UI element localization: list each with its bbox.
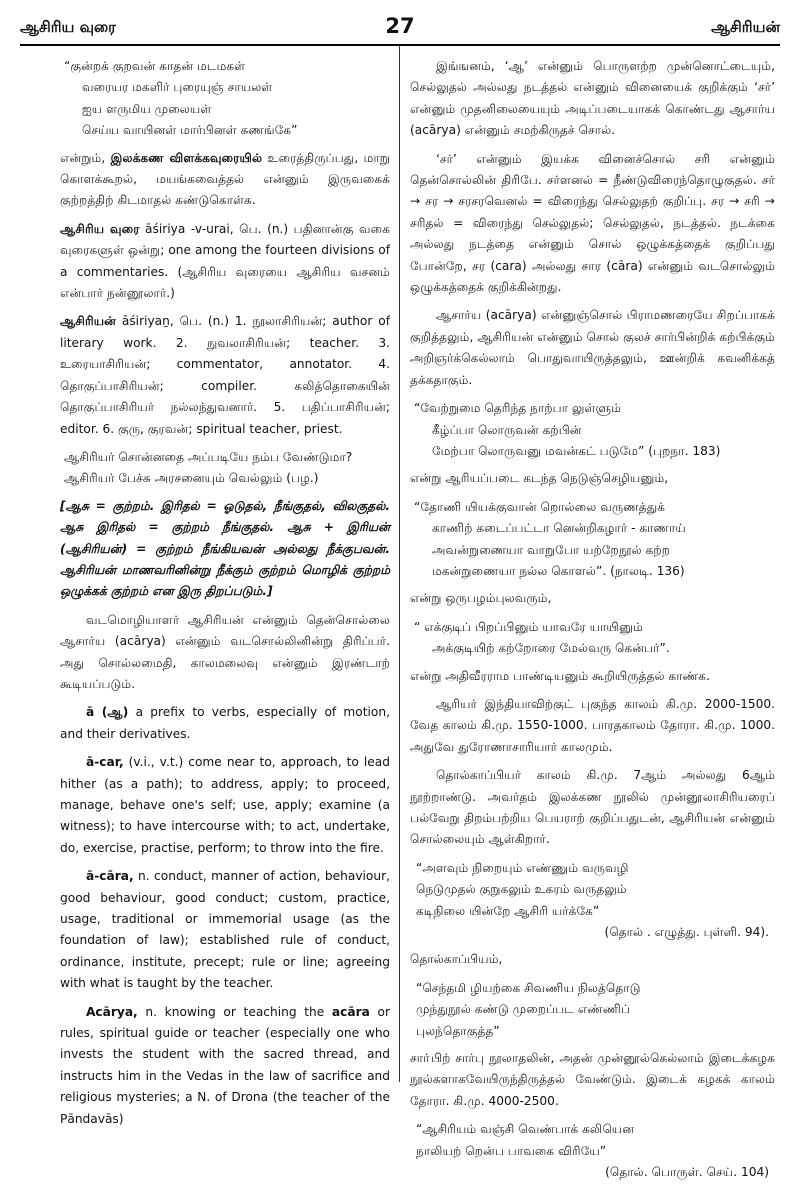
paragraph: என்று ஒருபழம்புலவரும், bbox=[410, 591, 552, 606]
verse-line: நெடுமுதல் குறுகலும் உகரம் வருதலும் bbox=[416, 882, 627, 897]
entry-a-prefix bbox=[60, 702, 390, 745]
quote-line: “தோணி யியக்குவான் றொல்லை வருணத்துக் bbox=[414, 499, 666, 514]
paragraph: ஆரியர் இந்தியாவிற்குட் புகுந்த காலம் கி.மு. 2000-1500. வேத காலம் கி.மு. 1550-1000. பாரதகாலம் தோரா. கி.மு. 1000. அதுவே துரோணாசாரியார் காலமும். bbox=[410, 696, 775, 754]
verse-line: “செந்தமி ழியற்கை சிவணிய நிலத்தொடு bbox=[416, 980, 641, 995]
sanskrit-note: வடமொழியாளர் ஆசிரியன் என்னும் தென்சொல்லை ஆசார்ய (acārya) என்னும் வடசொல்லினின்று திரிப்பர். அது சொல்லமைதி, காலமலைவு என்னும் இரண்டாற் கூடியப்படும். bbox=[60, 612, 390, 691]
proverb-line: ஆசிரியர் சொன்னதை அப்படியே நம்ப வேண்டுமா? bbox=[64, 449, 353, 464]
proverb-line: ஆசிரியர் பேச்சு அரசனையும் வெல்லும் (பழ.) bbox=[64, 471, 319, 486]
paragraph: இங்ஙனம், ‘ஆ’ என்னும் பொருளற்ற முன்னொட்டையும், செல்லுதல் அல்லது நடத்தல் என்னும் வினையைக் குறிக்கும் ‘சர்’ என்னும் முதனிலையையும் அடிப்படையாகக் கொண்டது ஆசார்ய (acārya) என்னும் சமற்கிருதச் சொல். bbox=[410, 59, 775, 138]
running-head-right: ஆசிரியன் bbox=[711, 18, 780, 36]
entry-headword: ஆசிரியன் bbox=[60, 314, 116, 329]
paragraph: என்று ஆரியப்படை கடந்த நெடுஞ்செழியனும், bbox=[410, 471, 669, 486]
entry-definition: āśiriya -v-urai, பெ. (n.) பதினான்கு வகை வுரைகளுள் ஒன்று; one among the fourteen divisions of a commentaries. (ஆசிரிய வுரையை ஆசிரிய வசனம் என்பார் நன்னூலார்.) bbox=[60, 221, 390, 301]
entry-headword: ā-car, bbox=[86, 755, 124, 770]
verse-tolkappiyam-1 bbox=[410, 858, 775, 944]
entry-a-car bbox=[60, 752, 390, 859]
left-column bbox=[60, 56, 390, 1137]
verse-line: கடிநிலை யின்றே ஆசிரி யர்க்கே” bbox=[416, 903, 600, 918]
quote-line: மேற்பா லொருவனு மவன்கட் படுமே” (புறநா. 183) bbox=[432, 443, 721, 458]
quote-puranaanuru bbox=[410, 398, 775, 462]
note-bold-term: இலக்கண விளக்கவுரையில் bbox=[110, 150, 263, 165]
entry-bold-term: acāra bbox=[331, 1004, 370, 1019]
note-text: என்றும், bbox=[60, 150, 111, 165]
page-number: 27 bbox=[385, 14, 415, 38]
verse-source: (தொல் . எழுத்து. புள்ளி. 94). bbox=[604, 925, 769, 940]
paragraph: தொல்காப்பியம், bbox=[410, 952, 503, 967]
right-column bbox=[410, 56, 775, 1190]
entry-definition: a prefix to verbs, especially of motion, and their derivatives. bbox=[60, 705, 390, 741]
quote-line: மகன்றுணையா நல்ல கொளல்”. (நாலடி. 136) bbox=[432, 563, 685, 578]
note-text: உரைத்திருப்பது, மாறு கொளக்கூறல், மயங்கவைத்தல் என்னும் இருவகைக் குற்றத்திற் கிடமாதல் கண்டுகொள்க. bbox=[60, 150, 391, 208]
quote-ativirarama bbox=[410, 617, 775, 660]
verse-line: “அளவும் நிறையும் எண்ணும் வருவழி bbox=[416, 860, 629, 875]
entry-definition: n. knowing or teaching the bbox=[137, 1004, 332, 1019]
entry-definition: āśiriyaṉ, பெ. (n.) 1. நூலாசிரியன்; author of literary work. 2. நுவலாசிரியன்; teacher. 3. உரையாசிரியன்; commentator, annotator. 4. தொகுப்பாசிரியன்; compiler. கலித்தொகையின் தொகுப்பாசிரியர் நல்லந்துவனார். 5. பதிப்பாசிரியன்; editor. 6. குரு, குரவன்; spiritual teacher, priest. bbox=[60, 314, 390, 436]
page-header bbox=[20, 14, 780, 44]
running-head-left: ஆசிரிய வுரை bbox=[20, 18, 116, 36]
header-rule bbox=[20, 44, 780, 46]
verse-line: முந்துநூல் கண்டு முறைப்பட எண்ணிப் bbox=[416, 1002, 631, 1017]
entry-headword: ஆசிரிய வுரை bbox=[60, 221, 140, 236]
verse-source: (தொல். பொருள். செய். 104) bbox=[605, 1165, 769, 1180]
quote-line: காணிற் கடைப்பட்டா னென்றிகழார் - காணாய் bbox=[432, 521, 686, 536]
quote-verse-1 bbox=[60, 56, 390, 142]
paragraph: தொல்காப்பியர் காலம் கி.மு. 7ஆம் அல்லது 6ஆம் நூற்றாண்டு. அவர்தம் இலக்கண நூலில் முன்னூலாசிரியரைப் பல்வேறு திறம்பற்றிய பெயராற் குறிப்பதுடன், ஆசிரியன் என்னும் சொல்லையும் ஆள்கிறார். bbox=[410, 768, 775, 847]
paragraph: சாா்பிற் சார்பு நூலாதலின், அதன் முன்னூல்கெல்லாம் இடைக்கழக நூல்களாகவேயிருந்திருத்தல் வேண்டும். இடைக் கழகக் காலம் தோரா. கி.மு. 4000-2500. bbox=[410, 1051, 775, 1108]
note-paragraph bbox=[60, 148, 390, 212]
quote-line: “குன்றக் குறவன் காதன் மடமகள் bbox=[64, 59, 246, 73]
entry-asiriya-vurai bbox=[60, 219, 390, 305]
verse-tolkappiyam-2 bbox=[410, 978, 775, 1042]
paragraph: ஆசார்ய (acārya) என்னுஞ்சொல் பிராமணரையே சிறப்பாகக் குறித்தலும், ஆசிரியன் என்னும் சொல் குலச் சார்பின்றிக் கற்பிக்கும் அறிஞர்க்கெல்லாம் பொதுவாயிருத்தலும், ஊன்றிக் கவனிக்கத் தக்கதாகும். bbox=[410, 308, 775, 387]
entry-definition: n. conduct, manner of action, behaviour, good behaviour, good conduct; custom, practice, usage, traditional or immemorial usage (as the foundation of law); established rule of conduct, ordinance, institute, precept; rule or line; agreeing with what is taught by the teacher. bbox=[60, 869, 390, 991]
quote-line: வரையர மகளிர் புரையுஞ் சாயலள் bbox=[82, 80, 273, 95]
entry-acarya bbox=[60, 1002, 390, 1130]
entry-headword: Acārya, bbox=[86, 1004, 138, 1019]
quote-line: “வேற்றுமை தெரிந்த நாற்பா லுள்ளும் bbox=[414, 401, 622, 416]
etymology-note: [ஆசு = குற்றம். இரிதல் = ஓடுதல், நீங்குதல், விலகுதல். ஆசு இரிதல் = குற்றம் நீங்குதல். ஆசு + இரியன் (ஆசிரியன்) = குற்றம் நீங்கியவன் அல்லது நீக்குபவன். ஆசிரியன் மாணவரினின்று நீக்கும் குற்றம் மொழிக் குற்றம் ஒழுக்கக் குற்றம் என இரு திறப்படும்.] bbox=[60, 498, 390, 599]
column-divider bbox=[399, 46, 400, 1082]
quote-line: அக்குடியிற் கற்றோரை மேல்வரு கென்பர்”. bbox=[432, 641, 670, 656]
paragraph: என்று அதிவீரராம பாண்டியனும் கூறியிருத்தல் காண்க. bbox=[410, 668, 710, 683]
quote-line: அவன்றுணையா வாறுபோ யற்றேநூல் கற்ற bbox=[432, 542, 670, 557]
entry-definition: or rules, spiritual guide or teacher (especially one who invests the student with the sacred thread, and instructs him in the Vedas in the law of sacrifice and religious mysteries; a N. of Drona (the teacher of the Pāndavās) bbox=[60, 1004, 390, 1126]
quote-line: ஐய ளருமிய முலையள் bbox=[82, 101, 212, 116]
verse-line: நாலியற் றென்ப பாவகை விரியே” bbox=[416, 1143, 607, 1158]
entry-headword: ā (ஆ) bbox=[86, 705, 129, 720]
paragraph: ‘சர்’ என்னும் இயக்க வினைச்சொல் சரி என்னும் தென்சொல்லின் திரிபே. சர்ளனல் = நீண்டுவிரைந்தொழுகுதல். சர் → சர → சரசரவெனல் = விரைந்து செல்லுதற் குறிப்பு. சர → சரி → சரிதல் = விரைந்து செல்லுதல்; செல்லுதல், நடத்தல். நடக்கை அல்லது நடத்தை என்னும் சொல் ஒழுக்கத்தைக் குறிப்பது போன்றே, சர (cara) அல்லது சார (cāra) என்னும் வடசொல்லும் ஒழுக்கத்தைக் குறிக்கின்றது. bbox=[410, 151, 775, 295]
verse-line: புலந்தொகுத்த” bbox=[416, 1023, 500, 1038]
quote-line: “ எக்குடிப் பிறப்பினும் யாவரே யாயினும் bbox=[414, 619, 643, 634]
entry-a-cara bbox=[60, 866, 390, 994]
quote-line: கீழ்ப்பா லொருவன் கற்பின் bbox=[432, 422, 582, 437]
verse-line: “ஆசிரியம் வஞ்சி வெண்பாக் கலியென bbox=[416, 1122, 635, 1137]
quote-naladiyar bbox=[410, 497, 775, 583]
proverb-block bbox=[60, 447, 390, 490]
quote-line: செய்ய வாயினள் மார்பினள் சுணங்கே” bbox=[82, 123, 298, 138]
verse-tolkappiyam-3 bbox=[410, 1119, 775, 1183]
entry-definition: (v.i., v.t.) come near to, approach, to lead hither (as a path); to address, apply; to proceed, manage, behave one's self; use, apply; examine (a witness); to have intercourse with; to act, undertake, do, exercise, practise, perform; to throw into the fire. bbox=[60, 755, 390, 855]
entry-asiriyan bbox=[60, 311, 390, 439]
entry-headword: ā-cāra, bbox=[86, 869, 134, 884]
